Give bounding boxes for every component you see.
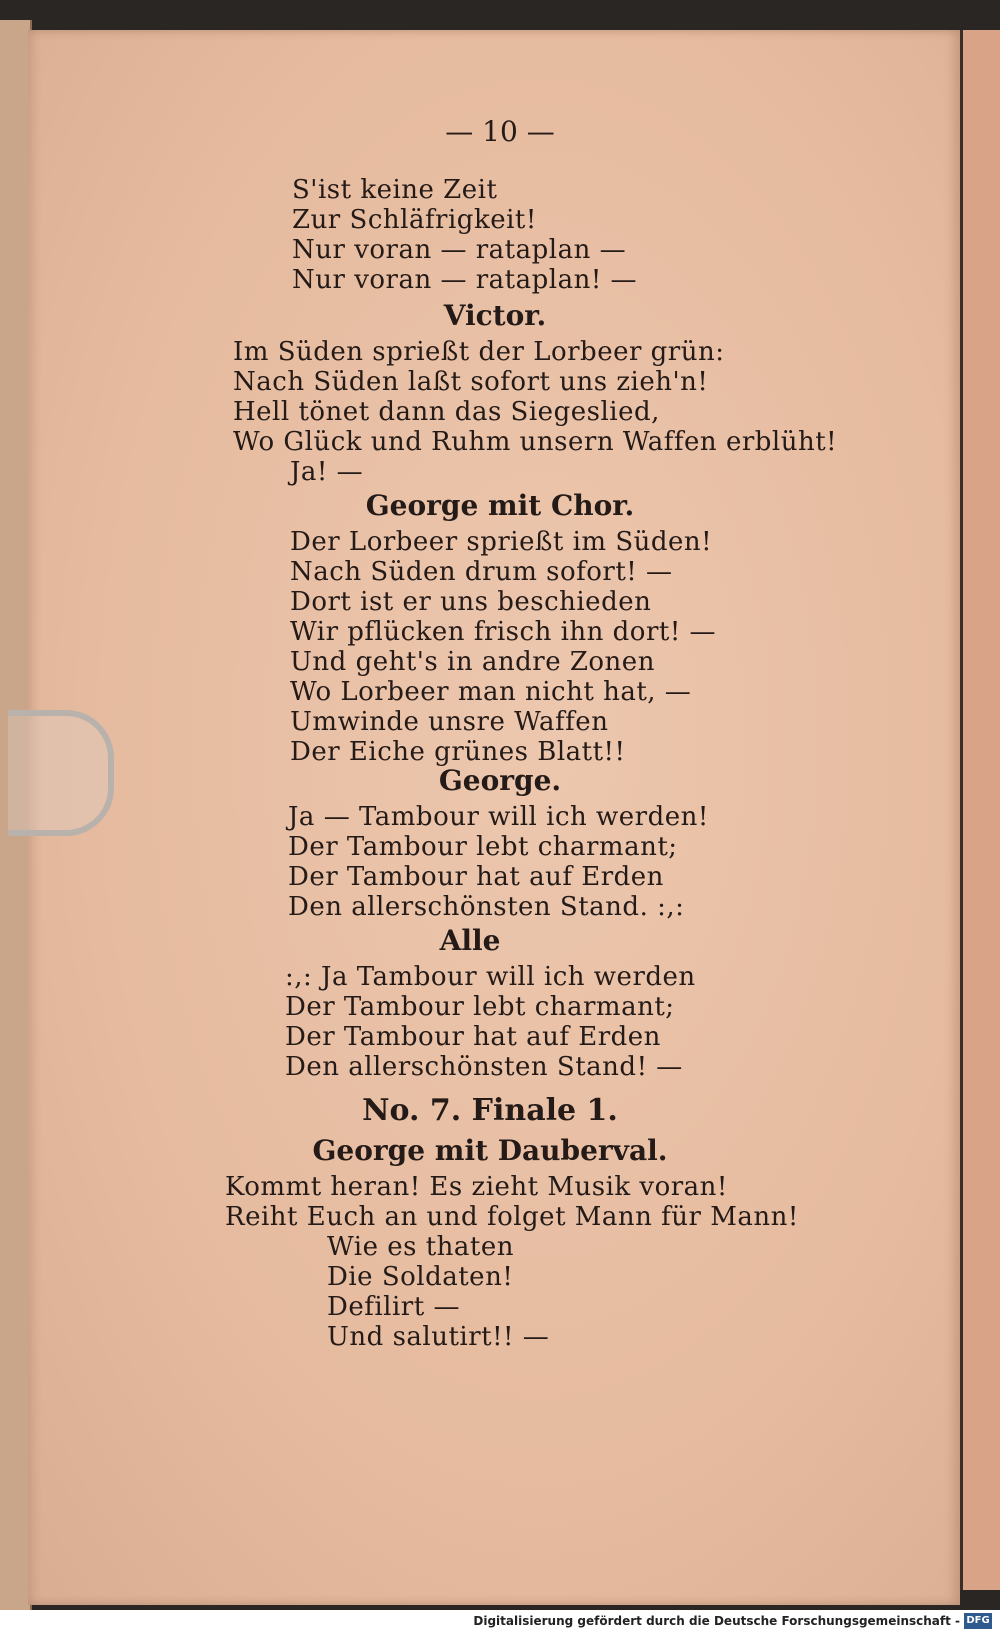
text-line: Im Süden sprießt der Lorbeer grün: (233, 337, 725, 367)
speaker-heading: Victor. (443, 299, 547, 332)
text-line: Wo Glück und Ruhm unsern Waffen erblüht! (233, 427, 838, 457)
speaker-heading: Alle (439, 924, 501, 957)
text-line: Nur voran — rataplan — (292, 235, 627, 265)
text-line: Nach Süden laßt sofort uns zieh'n! (233, 367, 709, 397)
dfg-logo: DFG (964, 1613, 992, 1629)
text-line: Reiht Euch an und folget Mann für Mann! (225, 1202, 799, 1232)
text-line: Zur Schläfrigkeit! (292, 205, 537, 235)
text-line: Umwinde unsre Waffen (290, 707, 609, 737)
text-line: Wo Lorbeer man nicht hat, — (290, 677, 692, 707)
paper-clip (8, 710, 114, 836)
text-line: Ja — Tambour will ich werden! (288, 802, 709, 832)
speaker-heading: George. (438, 764, 562, 797)
speaker-heading: George mit Chor. (365, 489, 635, 522)
text-line: Wir pflücken frisch ihn dort! — (290, 617, 717, 647)
text-line: Wie es thaten (327, 1232, 515, 1262)
text-line: Der Lorbeer sprießt im Süden! (290, 527, 713, 557)
text-line: Defilirt — (327, 1292, 460, 1322)
text-line: Den allerschönsten Stand. :,: (288, 892, 685, 922)
section-heading: No. 7. Finale 1. (362, 1093, 618, 1128)
text-line: Den allerschönsten Stand! — (285, 1052, 683, 1082)
text-line: S'ist keine Zeit (292, 175, 498, 205)
text-line: Dort ist er uns beschieden (290, 587, 652, 617)
text-line: :,: Ja Tambour will ich werden (285, 962, 696, 992)
text-line: Der Tambour lebt charmant; (288, 832, 678, 862)
text-line: Ja! — (290, 457, 364, 487)
text-line: Und geht's in andre Zonen (290, 647, 655, 677)
text-line: Kommt heran! Es zieht Musik voran! (225, 1172, 728, 1202)
footer-credit: Digitalisierung gefördert durch die Deutsche Forschungsgemeinschaft - (473, 1614, 960, 1628)
text-line: Und salutirt!! — (327, 1322, 550, 1352)
text-line: Nur voran — rataplan! — (292, 265, 638, 295)
page-number: — 10 — (445, 115, 555, 148)
text-line: Nach Süden drum sofort! — (290, 557, 673, 587)
text-line: Der Eiche grünes Blatt!! (290, 737, 626, 767)
text-line: Hell tönet dann das Siegeslied, (233, 397, 660, 427)
book-cover-edge (960, 30, 1000, 1590)
text-line: Der Tambour hat auf Erden (285, 1022, 661, 1052)
text-line: Der Tambour lebt charmant; (285, 992, 675, 1022)
speaker-heading: George mit Dauberval. (312, 1134, 668, 1167)
text-line: Der Tambour hat auf Erden (288, 862, 664, 892)
text-line: Die Soldaten! (327, 1262, 514, 1292)
